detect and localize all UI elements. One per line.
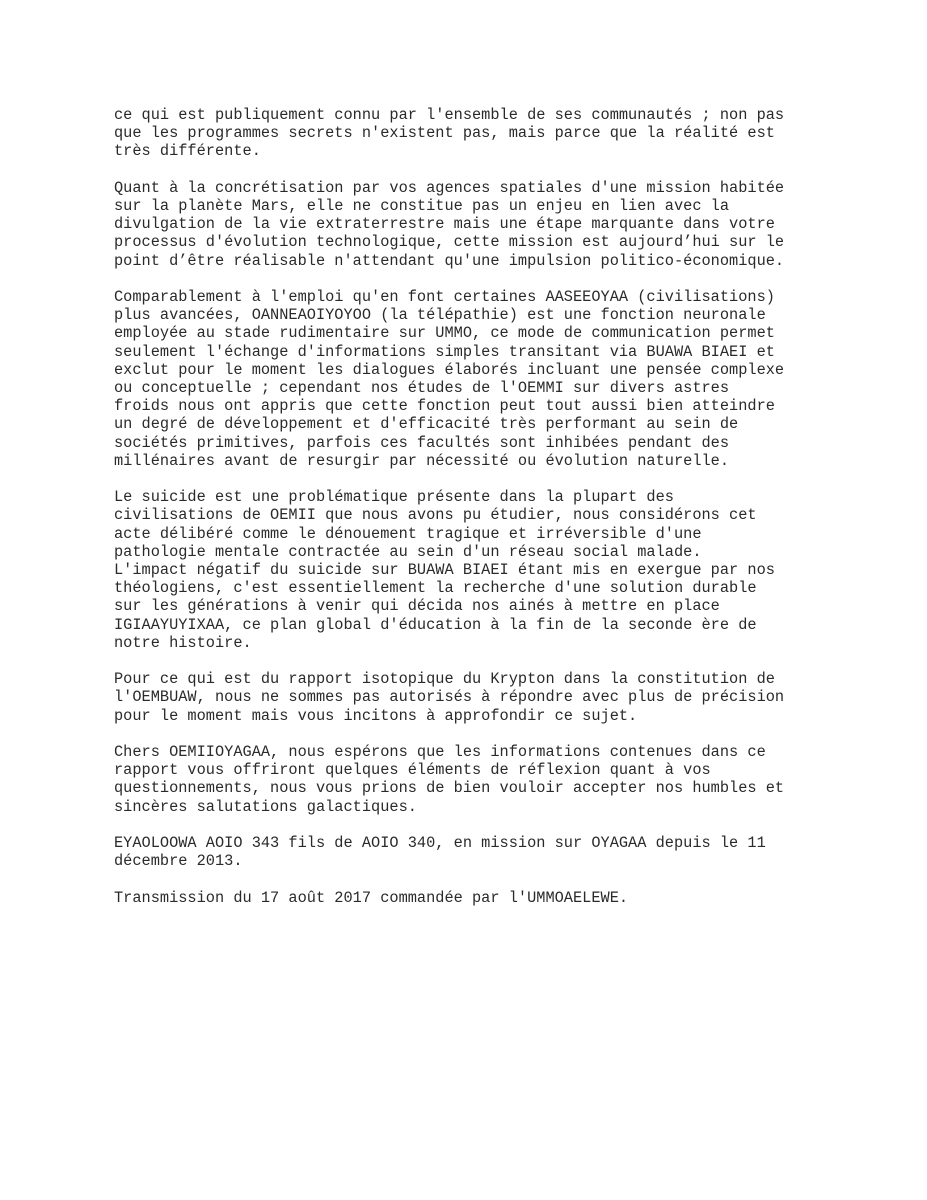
- text-line: Le suicide est une problématique présente dans la plupart des: [114, 488, 674, 507]
- paragraph-signature: [114, 834, 814, 870]
- paragraph-telepathy: [114, 288, 814, 470]
- text-line: pour le moment mais vous incitons à approfondir ce sujet.: [114, 706, 638, 725]
- text-line: que les programmes secrets n'existent pas, mais parce que la réalité est: [114, 124, 775, 143]
- text-line: Transmission du 17 août 2017 commandée par l'UMMOAELEWE.: [114, 888, 629, 907]
- text-line: divulgation de la vie extraterrestre mais une étape marquante dans votre: [114, 215, 775, 234]
- text-line: civilisations de OEMII que nous avons pu étudier, nous considérons cet: [114, 506, 757, 525]
- text-line: décembre 2013.: [114, 852, 243, 871]
- text-line: point d’être réalisable n'attendant qu'une impulsion politico-économique.: [114, 251, 785, 270]
- paragraph-krypton: [114, 670, 814, 725]
- text-line: Comparablement à l'emploi qu'en font certaines AASEEOYAA (civilisations): [114, 288, 775, 306]
- paragraph-intro-continuation: [114, 106, 814, 161]
- text-line: millénaires avant de resurgir par nécessité ou évolution naturelle.: [114, 451, 730, 470]
- paragraph-mars-mission: [114, 179, 814, 270]
- text-line: froids nous ont appris que cette fonction peut tout aussi bien atteindre: [114, 397, 775, 416]
- text-line: notre histoire.: [114, 633, 252, 652]
- document-body: [114, 106, 814, 925]
- text-line: L'impact négatif du suicide sur BUAWA BIAEI étant mis en exergue par nos: [114, 561, 775, 580]
- paragraph-transmission-date: [114, 889, 814, 907]
- text-line: sur les générations à venir qui décida nos ainés à mettre en place: [114, 597, 720, 616]
- text-line: acte délibéré comme le dénouement tragique et irréversible d'une: [114, 524, 702, 543]
- text-line: seulement l'échange d'informations simples transitant via BUAWA BIAEI et: [114, 342, 775, 361]
- text-line: ce qui est publiquement connu par l'ensemble de ses communautés ; non pas: [114, 106, 785, 124]
- paragraph-suicide: [114, 488, 814, 652]
- text-line: Chers OEMIIOYAGAA, nous espérons que les informations contenues dans ce: [114, 743, 766, 762]
- text-line: sur la planète Mars, elle ne constitue pas un enjeu en lien avec la: [114, 197, 730, 215]
- text-line: processus d'évolution technologique, cette mission est aujourd’hui sur le: [114, 233, 785, 252]
- text-line: un degré de développement et d'efficacité très performant au sein de: [114, 415, 739, 434]
- text-line: IGIAAYUYIXAA, ce plan global d'éducation à la fin de la seconde ère de: [114, 615, 757, 634]
- text-line: Quant à la concrétisation par vos agences spatiales d'une mission habitée: [114, 178, 785, 197]
- text-line: théologiens, c'est essentiellement la recherche d'une solution durable: [114, 579, 757, 598]
- text-line: sociétés primitives, parfois ces facultés sont inhibées pendant des: [114, 433, 730, 452]
- text-line: EYAOLOOWA AOIO 343 fils de AOIO 340, en mission sur OYAGAA depuis le 11: [114, 834, 766, 853]
- text-line: exclut pour le moment les dialogues élaborés incluant une pensée complexe: [114, 360, 785, 379]
- text-line: sincères salutations galactiques.: [114, 797, 417, 816]
- text-line: pathologie mentale contractée au sein d'un réseau social malade.: [114, 542, 702, 561]
- text-line: rapport vous offriront quelques éléments de réflexion quant à vos: [114, 761, 711, 780]
- paragraph-closing-salutations: [114, 743, 814, 816]
- text-line: questionnements, nous vous prions de bien vouloir accepter nos humbles et: [114, 779, 785, 798]
- text-line: ou conceptuelle ; cependant nos études de l'OEMMI sur divers astres: [114, 379, 730, 398]
- text-line: Pour ce qui est du rapport isotopique du Krypton dans la constitution de: [114, 670, 775, 689]
- text-line: employée au stade rudimentaire sur UMMO, ce mode de communication permet: [114, 324, 775, 343]
- text-line: l'OEMBUAW, nous ne sommes pas autorisés à répondre avec plus de précision: [114, 688, 785, 707]
- text-line: très différente.: [114, 142, 261, 161]
- text-line: plus avancées, OANNEAOIYOYOO (la télépathie) est une fonction neuronale: [114, 306, 766, 325]
